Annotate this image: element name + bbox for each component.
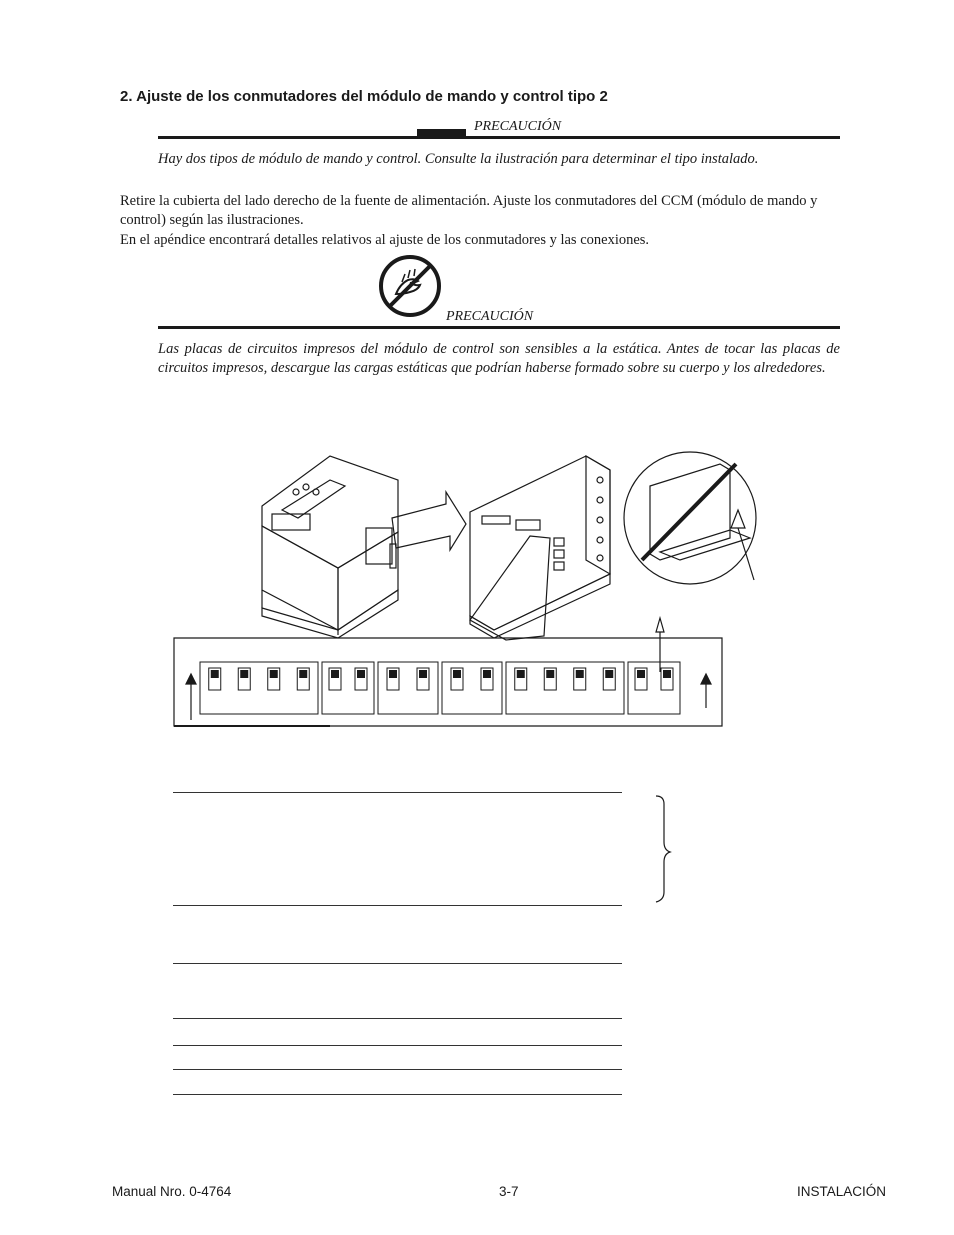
caution-rule-1	[158, 136, 840, 139]
other-module-type-circle	[624, 452, 756, 584]
dip-switch-lever	[576, 670, 584, 678]
footer-page: 3-7	[499, 1184, 519, 1199]
footer-manual: Manual Nro. 0-4764	[112, 1184, 232, 1199]
paragraph-1: Retire la cubierta del lado derecho de la fuente de alimentación. Ajuste los conmutadores del CCM (módulo de mando y control) según las ilustraciones.	[120, 193, 818, 228]
table-rule-4	[173, 1018, 622, 1019]
dip-switch-lever	[270, 670, 278, 678]
table-rule-7	[173, 1094, 622, 1095]
switch-groups	[200, 662, 680, 714]
dip-switch-lever	[546, 670, 554, 678]
dip-switch-lever	[453, 670, 461, 678]
control-module-drawing	[470, 456, 610, 638]
dip-switch-lever	[299, 670, 307, 678]
dip-switch-lever	[663, 670, 671, 678]
dip-switch-lever	[357, 670, 365, 678]
caution-rule-2	[158, 326, 840, 329]
arrow-up-right	[701, 674, 711, 684]
dip-switch-lever	[517, 670, 525, 678]
section-heading: 2. Ajuste de los conmutadores del módulo de mando y control tipo 2	[120, 88, 608, 105]
table-rule-2	[173, 905, 622, 906]
zoom-arrow-1	[392, 492, 466, 550]
caution-marker	[417, 129, 466, 136]
caution-label-2: PRECAUCIÓN	[446, 309, 534, 324]
dip-switch-lever	[419, 670, 427, 678]
dip-switch-lever	[483, 670, 491, 678]
power-supply-drawing	[262, 456, 398, 638]
paragraph-2: En el apéndice encontrará detalles relativos al ajuste de los conmutadores y las conexiones.	[120, 232, 650, 248]
dip-switch-lever	[637, 670, 645, 678]
table-rule-6	[173, 1069, 622, 1070]
caution-text-1: Hay dos tipos de módulo de mando y control. Consulte la ilustración para determinar el tipo instalado.	[158, 151, 759, 167]
caution-text-2: Las placas de circuitos impresos del módulo de control son sensibles a la estática. Antes de tocar las placas de circuitos impresos, descargue las cargas estáticas que podrían haberse formado sobre su cuerpo y los alrededores.	[158, 341, 840, 376]
footer-section: INSTALACIÓN	[797, 1184, 887, 1199]
dip-switch-lever	[389, 670, 397, 678]
arrow-up-left	[186, 674, 196, 684]
zoom-wedge	[470, 536, 550, 640]
dip-switch-lever	[240, 670, 248, 678]
table-rule-3	[173, 963, 622, 964]
no-static-touch-icon	[378, 254, 442, 318]
dip-switch-lever	[211, 670, 219, 678]
dip-switch-lever	[605, 670, 613, 678]
dip-switch-lever	[331, 670, 339, 678]
table-rule-5	[173, 1045, 622, 1046]
brace-icon	[650, 792, 674, 904]
caution-label-1: PRECAUCIÓN	[474, 119, 562, 134]
arrow-up-outline	[656, 618, 664, 632]
ccm-figure	[170, 440, 770, 740]
table-rule-1	[173, 792, 622, 793]
